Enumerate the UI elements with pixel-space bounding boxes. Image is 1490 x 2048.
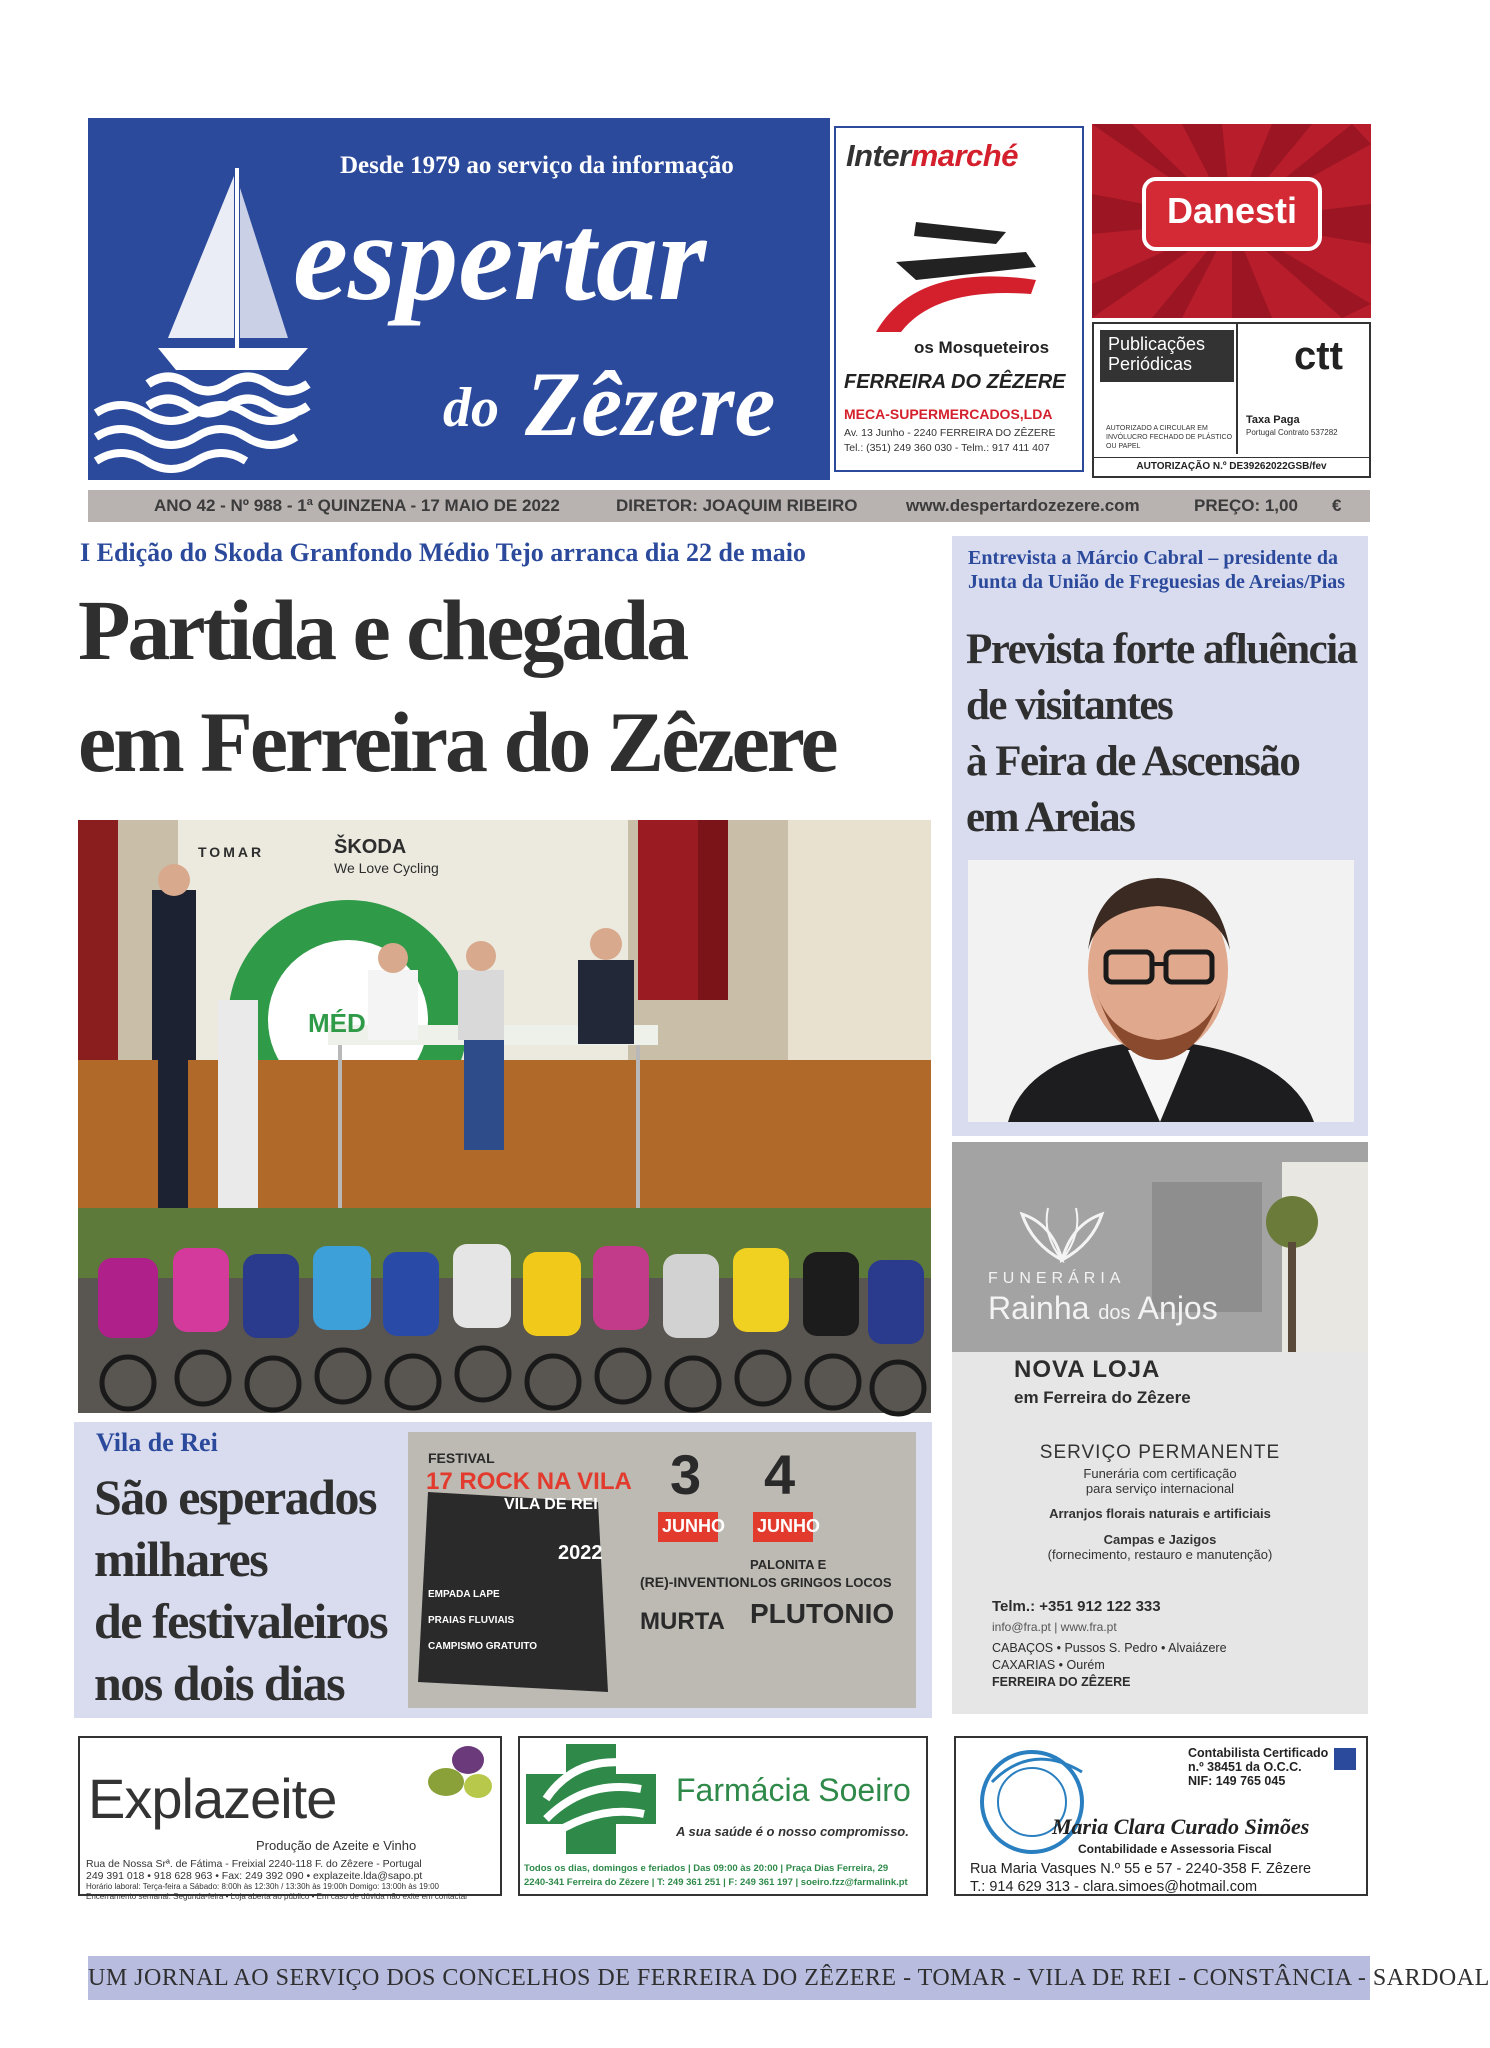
- funeraria-phone[interactable]: Telm.: +351 912 122 333: [992, 1598, 1161, 1615]
- nova-loja-location: em Ferreira do Zêzere: [1014, 1388, 1191, 1407]
- permit-divider: [1236, 324, 1238, 454]
- interview-panel[interactable]: [952, 536, 1368, 1136]
- poster-bands-day1: (RE)-INVENTION MURTA: [640, 1574, 750, 1635]
- contabilista-address: Rua Maria Vasques N.º 55 e 57 - 2240-358 F. Zêzere T.: 914 629 313 - clara.simoes@hotmail.com: [970, 1861, 1312, 1895]
- lead-kicker: I Edição do Skoda Granfondo Médio Tejo arranca dia 22 de maio: [80, 538, 806, 567]
- postal-permit: [1092, 322, 1371, 478]
- interview-kicker: Entrevista a Márcio Cabral – presidente da Junta da União de Freguesias de Areias/Pias: [968, 547, 1346, 593]
- farmacia-slogan: A sua saúde é o nosso compromisso.: [676, 1824, 909, 1839]
- arranjos-florais: Arranjos florais naturais e artificiais: [1049, 1506, 1271, 1521]
- logo-zezere: Zêzere: [525, 353, 776, 455]
- vila-headline: São esperados milhares de festivaleiros nos dois dias: [94, 1469, 388, 1711]
- vila-de-rei-story[interactable]: [74, 1422, 932, 1718]
- poster-day2: 4: [764, 1443, 796, 1506]
- taxa-paga-sub: Portugal Contrato 537282: [1246, 428, 1338, 437]
- footer-banner: UM JORNAL AO SERVIÇO DOS CONCELHOS DE FERREIRA DO ZÊZERE - TOMAR - VILA DE REI - CONSTÂNCIA - SARDOAL: [88, 1956, 1370, 2000]
- danesti-ad[interactable]: [1092, 124, 1371, 318]
- farmacia-hours: Todos os dias, domingos e feriados | Das 09:00 às 20:00 | Praça Dias Ferreira, 29 2240-341 Ferreira do Zêzere | T: 249 361 251 | F: 249 361 197 | soeiro.fzz@farmalink.pt: [524, 1863, 908, 1888]
- taxa-paga-label: Taxa Paga: [1246, 414, 1300, 426]
- mosqueteiros-logo-icon: [856, 192, 1066, 337]
- banner-tomar: TOMAR: [198, 844, 265, 860]
- mosqueteiros-label: os Mosqueteiros: [914, 338, 1050, 357]
- pharmacy-cross-icon: [526, 1744, 656, 1854]
- intermarche-address: Av. 13 Junho - 2240 FERREIRA DO ZÊZERE Tel.: (351) 249 360 030 - Telm.: 917 411 407: [844, 427, 1056, 454]
- contabilista-signature: Maria Clara Curado Simões: [1052, 1814, 1310, 1839]
- contabilista-ad[interactable]: [954, 1736, 1368, 1896]
- poster-month1: JUNHO: [662, 1516, 726, 1536]
- contabilista-credentials: Contabilista Certificado n.º 38451 da O.C.C. NIF: 149 765 045: [1188, 1746, 1329, 1788]
- funeraria-ad[interactable]: [952, 1142, 1368, 1714]
- issue-number: ANO 42 - Nº 988 - 1ª QUINZENA - 17 MAIO DE 2022: [154, 496, 560, 515]
- intermarche-location: FERREIRA DO ZÊZERE: [844, 371, 1066, 393]
- funeraria-name: Rainha dos Anjos: [988, 1290, 1218, 1326]
- poster-place: VILA DE REI: [504, 1496, 598, 1513]
- explazeite-logo: Explazeite: [88, 1767, 337, 1830]
- intermarche-company: MECA-SUPERMERCADOS,LDA: [844, 406, 1053, 422]
- poster-title: 17 ROCK NA VILA: [426, 1468, 632, 1495]
- interview-headline: Prevista forte afluência de visitantes à Feira de Ascensão em Areias: [966, 626, 1357, 841]
- logo-title: espertar: [293, 189, 707, 326]
- masthead-tagline: Desde 1979 ao serviço da informação: [340, 152, 734, 179]
- poster-festival: FESTIVAL: [428, 1450, 495, 1466]
- logo-do: do: [443, 377, 499, 439]
- price-label: PREÇO: 1,00: [1194, 496, 1298, 515]
- autorizacao-number: AUTORIZAÇÃO N.º DE39262022GSB/fev: [1094, 457, 1369, 472]
- festival-poster: [408, 1432, 916, 1708]
- danesti-logo: Danesti: [1166, 190, 1298, 231]
- explazeite-tagline: Produção de Azeite e Vinho: [256, 1838, 417, 1853]
- issue-info-bar: [88, 490, 1370, 522]
- portrait-photo: [968, 860, 1354, 1122]
- currency-symbol: €: [1332, 496, 1342, 515]
- cyclists-photo: [78, 1208, 931, 1413]
- director-name: DIRETOR: JOAQUIM RIBEIRO: [616, 496, 858, 515]
- funeraria-contacts[interactable]: info@fra.pt | www.fra.pt: [992, 1620, 1117, 1634]
- poster-left-list: EMPADA LAPE PRAIAS FLUVIAIS CAMPISMO GRATUITO: [428, 1589, 538, 1652]
- explazeite-contacts: Rua de Nossa Srª. de Fátima - Freixial 2240-118 F. do Zêzere - Portugal 249 391 018 • 918 628 963 • Fax: 249 392 090 • explazeite.lda@sapo.pt Horário laboral: Terça-feira a Sábado: 8:00h às 12:30h / 13:30h às 19:00h Domigo: 13:00h às 19:00 Encerramento semanal: Segunda-feira • Loja aberta ao público • Em caso de dúvida não exite em contactar: [86, 1858, 468, 1901]
- poster-year: 2022: [558, 1542, 603, 1564]
- campas-jazigos: Campas e Jazigos: [1103, 1532, 1217, 1547]
- poster-month2: JUNHO: [757, 1516, 821, 1536]
- funeraria-locations: CABAÇOS • Pussos S. Pedro • Alvaiázere CAXARIAS • Ourém FERREIRA DO ZÊZERE: [992, 1641, 1227, 1689]
- intermarche-logo: Intermarché: [846, 138, 1018, 173]
- funeraria-label: FUNERÁRIA: [988, 1270, 1126, 1287]
- olive-leaves-icon: [422, 1742, 498, 1802]
- farmacia-logo: Farmácia Soeiro: [676, 1772, 911, 1808]
- press-conference-photo: [78, 820, 931, 1208]
- wing-logo-icon: [992, 1204, 1132, 1264]
- servico-permanente: SERVIÇO PERMANENTE: [1039, 1442, 1281, 1463]
- masthead: [88, 118, 830, 480]
- vila-kicker: Vila de Rei: [96, 1428, 218, 1457]
- lead-headline[interactable]: Partida e chegada em Ferreira do Zêzere: [78, 582, 836, 790]
- banner-we-love-cycling: We Love Cycling: [334, 860, 439, 876]
- banner-medio: MÉD: [308, 1008, 366, 1038]
- farmacia-ad[interactable]: [518, 1736, 928, 1896]
- poster-day1: 3: [670, 1443, 702, 1506]
- intermarche-ad[interactable]: [834, 126, 1084, 472]
- contabilista-service: Contabilidade e Assessoria Fiscal: [1078, 1842, 1272, 1856]
- certificacao-line2: para serviço internacional: [1085, 1481, 1235, 1496]
- permit-autorizado-text: AUTORIZADO A CIRCULAR EM INVÓLUCRO FECHADO DE PLÁSTICO OU PAPEL: [1106, 425, 1233, 450]
- website-link[interactable]: www.despertardozezere.com: [906, 496, 1140, 515]
- publicacoes-periodicas-label: Publicações Periódicas: [1100, 330, 1234, 382]
- certificacao-line1: Funerária com certificação: [1083, 1466, 1237, 1481]
- banner-skoda: ŠKODA: [334, 836, 407, 858]
- nova-loja-heading: NOVA LOJA: [1014, 1356, 1161, 1383]
- poster-bands-day2: PALONITA E LOS GRINGOS LOCOS PLUTONIO: [750, 1557, 895, 1629]
- fornecimento-line: (fornecimento, restauro e manutenção): [1047, 1547, 1273, 1562]
- explazeite-ad[interactable]: [78, 1736, 502, 1901]
- waves-icon: [88, 403, 338, 483]
- qr-code-icon: [1334, 1748, 1356, 1770]
- ctt-logo: ctt: [1294, 334, 1343, 378]
